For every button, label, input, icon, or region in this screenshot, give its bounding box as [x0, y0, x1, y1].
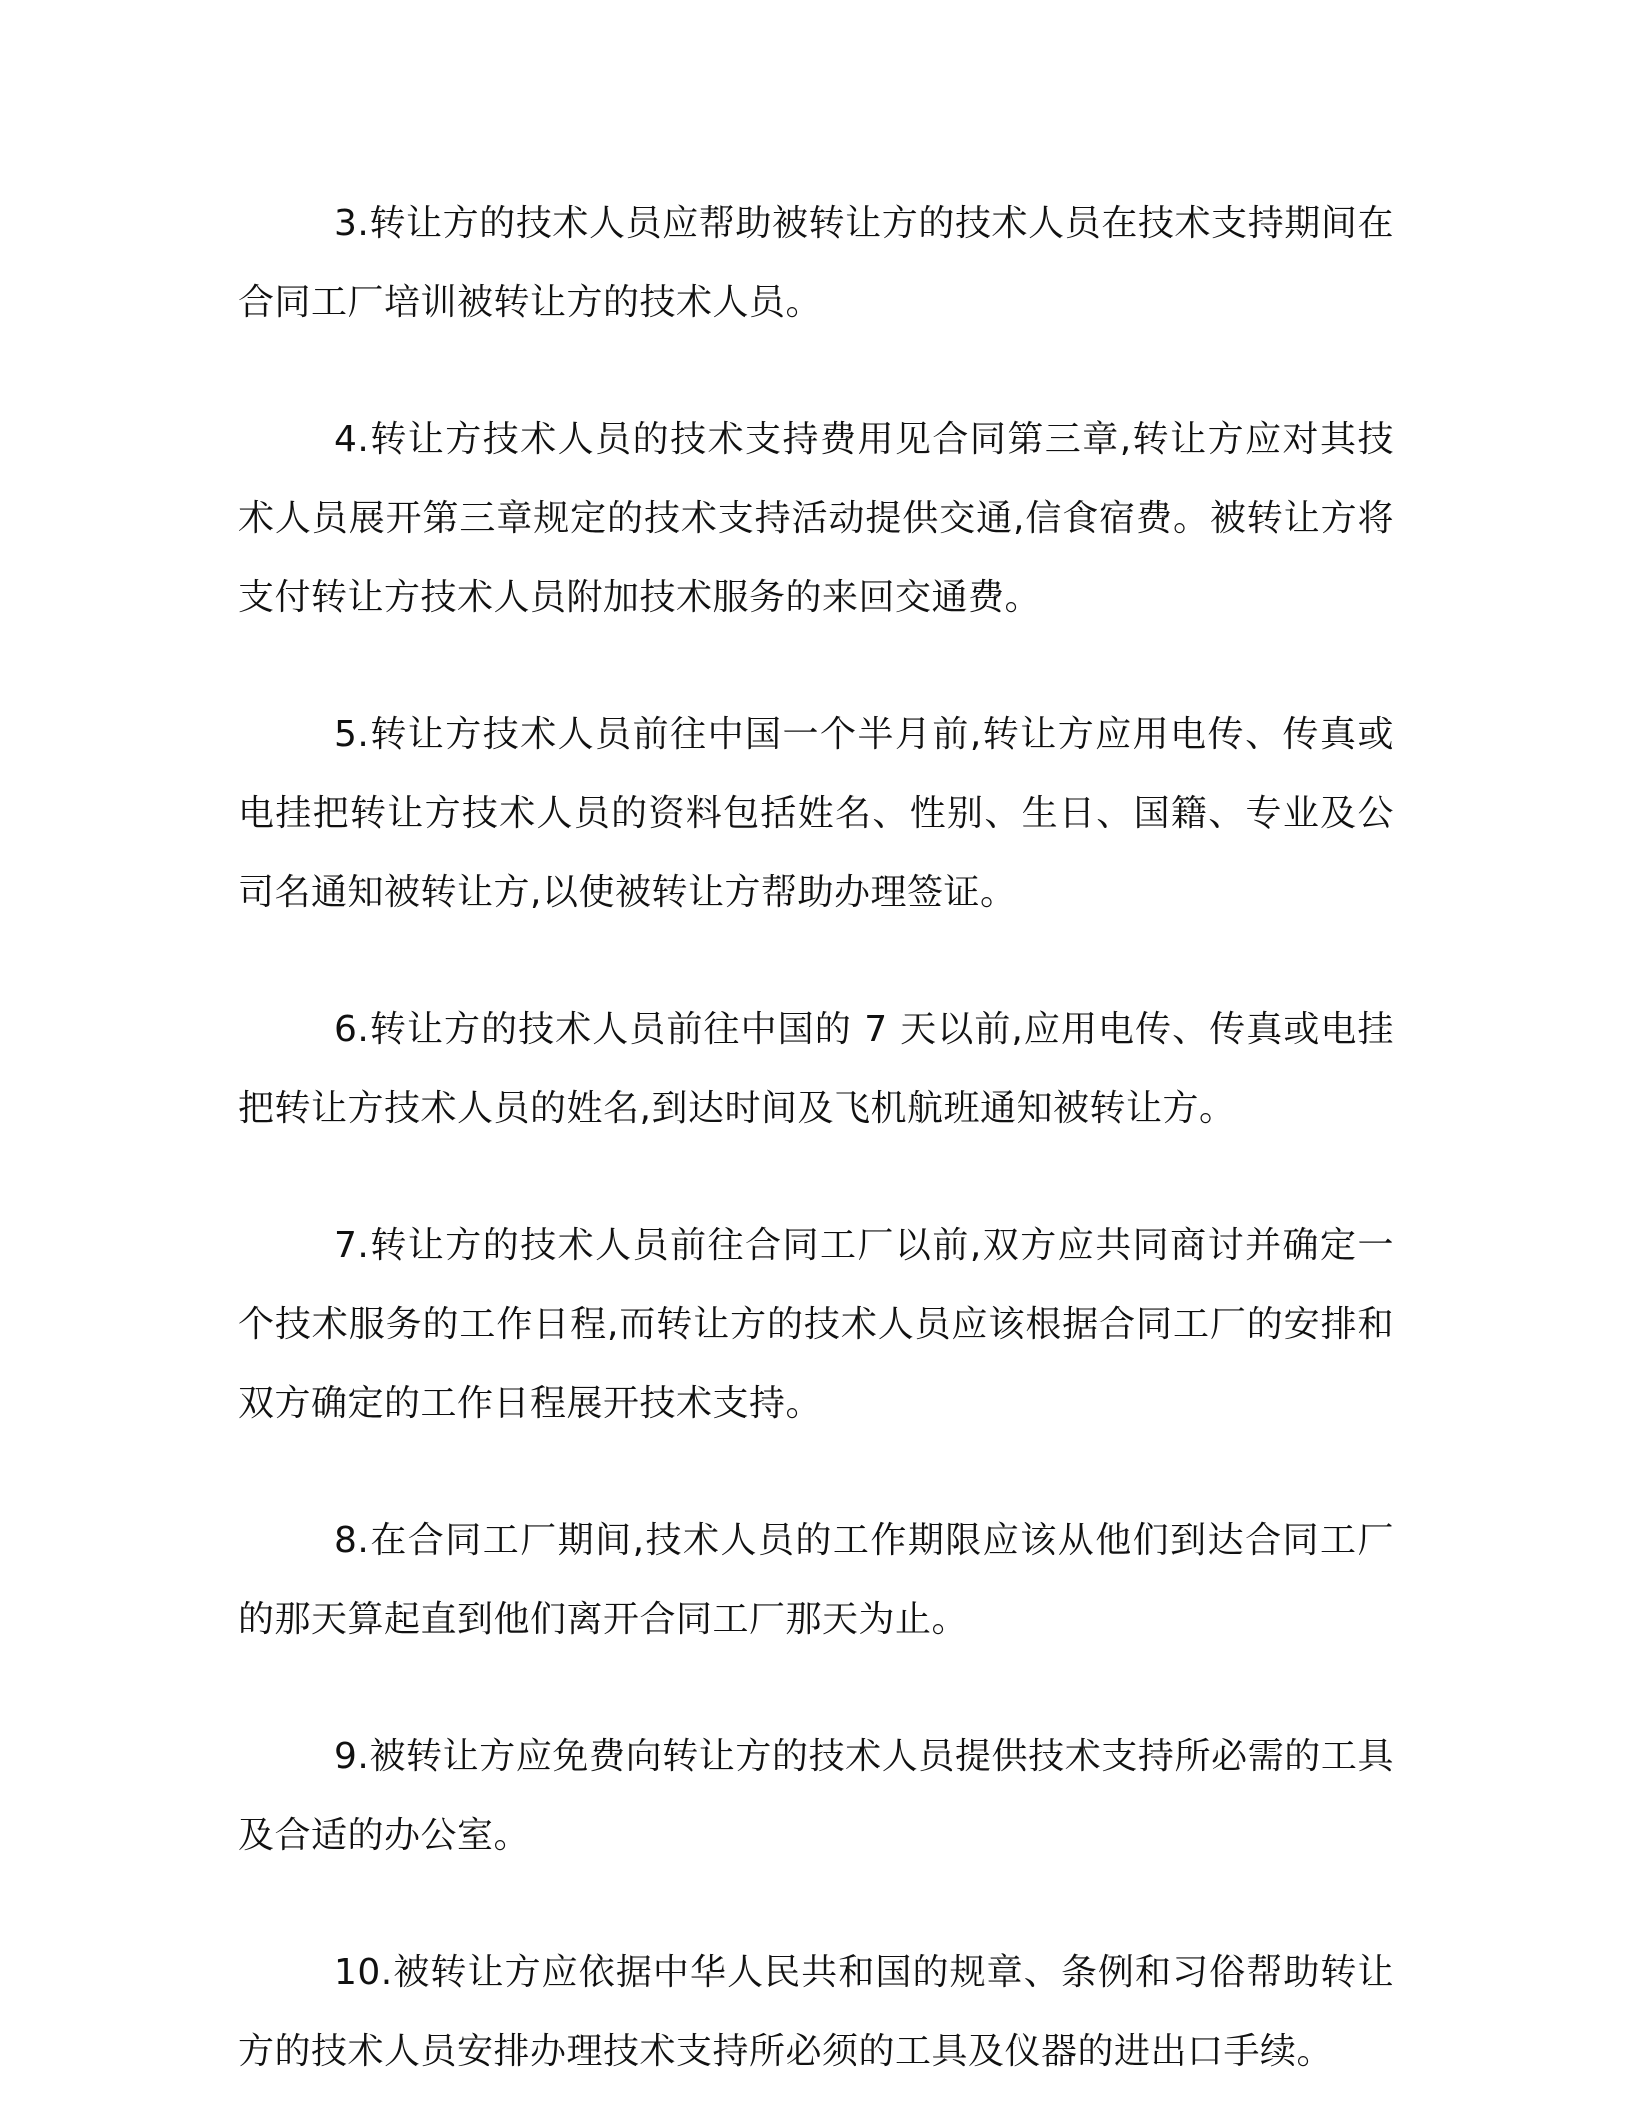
paragraph-item-7: 7.转让方的技术人员前往合同工厂以前,双方应共同商讨并确定一个技术服务的工作日程,而转让方的技术人员应该根据合同工厂的安排和双方确定的工作日程展开技术支持。 — [238, 1225, 1394, 1424]
paragraph-item-8: 8.在合同工厂期间,技术人员的工作期限应该从他们到达合同工厂的那天算起直到他们离开合同工厂那天为止。 — [238, 1520, 1394, 1640]
paragraph-item-10: 10.被转让方应依据中华人民共和国的规章、条例和习俗帮助转让方的技术人员安排办理技术支持所必须的工具及仪器的进出口手续。 — [238, 1952, 1394, 2072]
paragraph-item-6: 6.转让方的技术人员前往中国的 7 天以前,应用电传、传真或电挂把转让方技术人员的姓名,到达时间及飞机航班通知被转让方。 — [238, 1009, 1394, 1129]
paragraph-item-4: 4.转让方技术人员的技术支持费用见合同第三章,转让方应对其技术人员展开第三章规定的技术支持活动提供交通,信食宿费。被转让方将支付转让方技术人员附加技术服务的来回交通费。 — [238, 419, 1394, 618]
paragraph-item-9: 9.被转让方应免费向转让方的技术人员提供技术支持所必需的工具及合适的办公室。 — [238, 1736, 1394, 1856]
paragraph-item-3: 3.转让方的技术人员应帮助被转让方的技术人员在技术支持期间在合同工厂培训被转让方的技术人员。 — [238, 203, 1394, 323]
paragraph-item-5: 5.转让方技术人员前往中国一个半月前,转让方应用电传、传真或电挂把转让方技术人员的资料包括姓名、性别、生日、国籍、专业及公司名通知被转让方,以使被转让方帮助办理签证。 — [238, 714, 1394, 913]
